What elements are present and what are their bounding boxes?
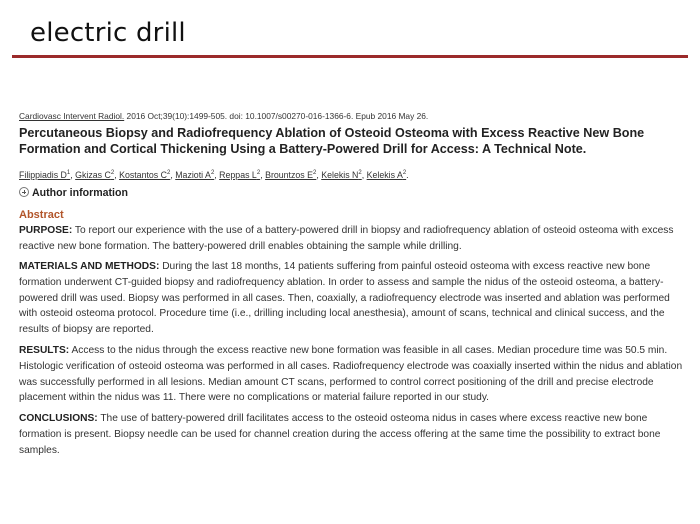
- section-text: The use of battery-powered drill facilitates access to the osteoid osteoma nidus in cases where excess reactive new bone formation is present. Biopsy needle can be used for channel creation during the access offering at the same time the possibility to extract bone samples.: [19, 413, 661, 456]
- abstract-heading: Abstract: [19, 209, 64, 221]
- author-link[interactable]: Brountzos $E^2$: [265, 169, 317, 180]
- section-label: PURPOSE:: [19, 225, 73, 236]
- abstract-methods: [19, 259, 687, 338]
- citation-line: [19, 111, 428, 122]
- abstract-results: [19, 343, 687, 406]
- abstract-conclusions: [19, 411, 687, 458]
- slide-title: electric drill: [30, 18, 186, 48]
- journal-link[interactable]: Cardiovasc Intervent Radiol.: [19, 111, 125, 121]
- citation-details: 2016 Oct;39(10):1499-505. doi: 10.1007/s00270-016-1366-6. Epub 2016 May 26.: [124, 111, 429, 121]
- author-list: Filippiadis $D^1$, Gkizas $C^2$, Kostantos $C^2$, Mazioti $A^2$, Reppas $L^2$, Brountzos $E^2$, Kelekis $N^2$, Kelekis $A^2$.: [19, 169, 409, 180]
- expand-plus-icon: [19, 187, 29, 197]
- author-information-label: Author information: [32, 187, 128, 199]
- section-label: CONCLUSIONS:: [19, 413, 98, 424]
- abstract-purpose: [19, 223, 687, 255]
- title-divider: [12, 55, 688, 58]
- author-link[interactable]: Mazioti $A^2$: [175, 169, 215, 180]
- section-text: During the last 18 months, 14 patients suffering from painful osteoid osteoma with excess reactive new bone formation underwent CT-guided biopsy and radiofrequency ablation. In order to assess and sample the nidus of the osteoid osteoma, a battery-powered drill was used. Biopsy was performed in all cases. Then, coaxially, a radiofrequency electrode was inserted and ablation was performed with osteoid osteoma protocol. Procedure time (i.e., drilling including local anesthesia), amount of scans, technical and clinical success, and the results of biopsy are reported.: [19, 261, 670, 336]
- author-link[interactable]: Reppas $L^2$: [219, 169, 261, 180]
- author-link[interactable]: Kostantos $C^2$: [119, 169, 171, 180]
- author-link[interactable]: Gkizas $C^2$: [75, 169, 115, 180]
- author-link[interactable]: Kelekis $N^2$: [321, 169, 362, 180]
- section-label: RESULTS:: [19, 345, 70, 356]
- section-label: MATERIALS AND METHODS:: [19, 261, 160, 272]
- article-title: Percutaneous Biopsy and Radiofrequency Ablation of Osteoid Osteoma with Excess Reactive New Bone Formation and Cortical Thickening Using a Battery-Powered Drill for Access: A Technical Note.: [19, 126, 645, 156]
- author-link[interactable]: Kelekis $A^2$: [366, 169, 407, 180]
- author-information-toggle[interactable]: [19, 186, 128, 200]
- section-text: To report our experience with the use of a battery-powered drill in biopsy and radiofrequency ablation of osteoid osteoma with excess reactive new bone formation. The battery-powered drill enables obtaining the sample while drilling.: [19, 225, 674, 252]
- author-link[interactable]: Filippiadis $D^1$: [19, 169, 71, 180]
- section-text: Access to the nidus through the excess reactive new bone formation was feasible in all cases. Median procedure time was 50.5 min. Histologic verification of osteoid osteoma was performed in all cases. Radiofrequency electrode was coaxially inserted within the nidus and ablation was successfully performed in all lesions. Median amount CT scans, performed to control correct positioning of the drill and precise electrode placement within the nidus was 11. There were no complications or material failure reported in our study.: [19, 345, 683, 404]
